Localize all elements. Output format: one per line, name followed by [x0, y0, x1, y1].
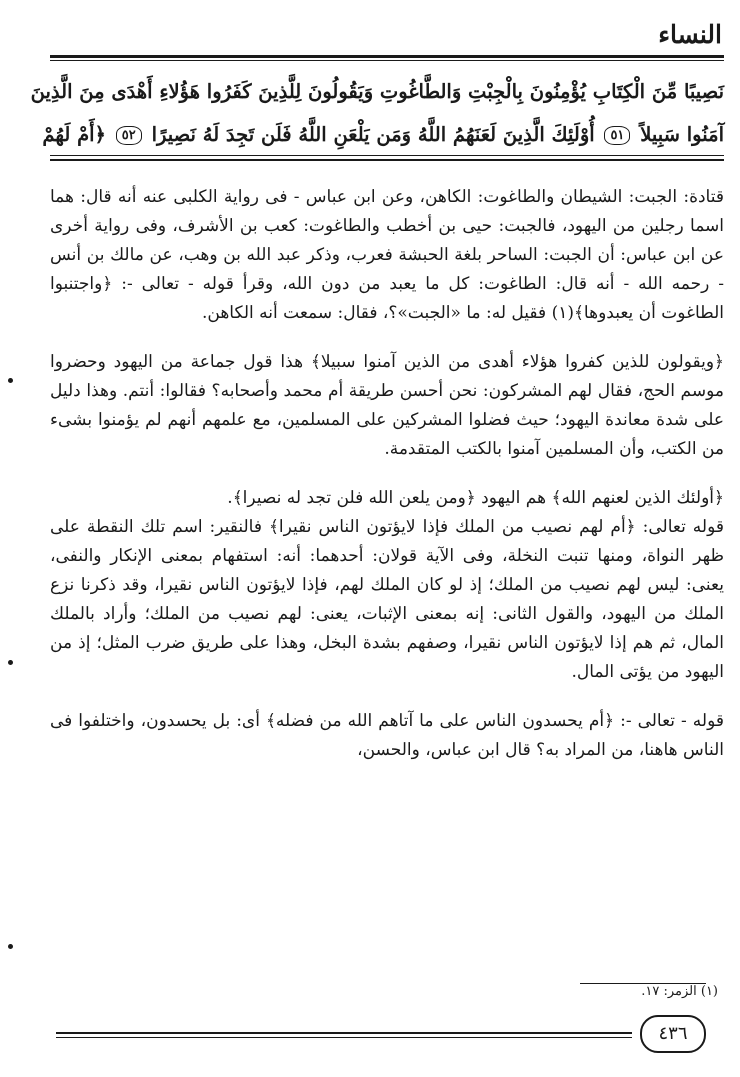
header-rule-thin	[50, 60, 724, 61]
paragraph-3: ﴿أولئك الذين لعنهم الله﴾ هم اليهود ﴿ومن يلعن الله فلن تجد له نصيرا﴾.	[227, 488, 724, 508]
margin-dot	[8, 378, 13, 383]
verse-line-2	[42, 113, 724, 156]
verse-rule-thick	[50, 159, 724, 161]
verse-line-1: نَصِيبًا مِّنَ الْكِتَابِ يُؤْمِنُونَ بِالْجِبْتِ وَالطَّاغُوتِ وَيَقُولُونَ لِلَّذِينَ كَفَرُوا هَؤُلاءِ أَهْدَى مِنَ الَّذِينَ	[30, 80, 724, 103]
commentary-body	[50, 183, 724, 785]
verse-line-2-part-a: آمَنُوا سَبِيلاً	[640, 123, 724, 146]
page-number: ٤٣٦	[640, 1015, 706, 1053]
footer-rule-thick	[56, 1032, 632, 1034]
ayah-number-51: ٥١	[604, 126, 630, 145]
paragraph-2: ﴿ويقولون للذين كفروا هؤلاء أهدى من الذين آمنوا سبيلا﴾ هذا قول جماعة من اليهود وحضروا موسم الحج، فقال لهم المشركون: نحن أحسن طريقة أم محمد وأصحابه؟ فقالوا: أنتم. وهذا دليل على شدة معاندة اليهود؛ حيث فضلوا المشركين على المسلمين، مع علمهم أنهم لم يؤمنوا بشىء من الكتب، وأن المسلمين آمنوا بالكتب المتقدمة.	[50, 352, 724, 459]
verse-rule-thin	[50, 155, 724, 156]
ayah-number-52: ٥٢	[116, 126, 142, 145]
surah-title: النساء	[658, 20, 722, 49]
paragraph-4: قوله تعالى: ﴿أم لهم نصيب من الملك فإذا لايؤتون الناس نقيرا﴾ فالنقير: اسم تلك النقطة على ظهر النواة، ومنها تنبت النخلة، وفى الآية قولان: أحدهما: أنه: استفهام بمعنى الإنكار والنفى، يعنى: ليس لهم نصيب من الملك؛ إذ لو كان الملك لهم، فإذا لايؤتون الناس نقيرا، وقد ذكرنا نزع الملك من اليهود، والقول الثانى: إنه بمعنى الإثبات، يعنى: لهم نصيب من الملك؛ وأراد بالملك المال، ثم هم إذا لايؤتون الناس نقيرا، وصفهم بشدة البخل، وهذا على طريق ضرب المثل؛ إذ من اليهود من يؤتى المال.	[50, 517, 724, 682]
paragraph-1: قتادة: الجبت: الشيطان والطاغوت: الكاهن، وعن ابن عباس - فى رواية الكلبى عنه أنه قال: هما اسما رجلين من اليهود، فالجبت: حيى بن أخطب والطاغوت: كعب بن الأشرف، وفى رواية أخرى عن ابن عباس: أن الجبت: الساحر بلغة الحبشة فعرب، وذكر عبد الله بن وهب، عن مالك بن أنس - رحمه الله - أنه قال: الطاغوت: كل ما يعبد من دون الله، وقرأ قوله - تعالى -: ﴿واجتنبوا الطاغوت أن يعبدوها﴾(١) فقيل له: ما «الجبت»؟، فقال: سمعت أنه الكاهن.	[50, 187, 724, 323]
footnote: (١) الزمر: ١٧.	[641, 984, 718, 999]
verse-line-2-part-b: أُوْلَئِكَ الَّذِينَ لَعَنَهُمُ اللَّهُ وَمَن يَلْعَنِ اللَّهُ فَلَن تَجِدَ لَهُ نَصِيرًا	[151, 123, 595, 146]
margin-dot	[8, 660, 13, 665]
footer-rule-thin	[56, 1037, 632, 1038]
header-rule-thick	[50, 55, 724, 58]
quran-verse-block	[30, 70, 724, 156]
margin-dot	[8, 944, 13, 949]
paragraph-5: قوله - تعالى -: ﴿أم يحسدون الناس على ما آتاهم الله من فضله﴾ أى: بل يحسدون، واختلفوا فى الناس هاهنا، من المراد به؟ قال ابن عباس، والحسن،	[50, 711, 724, 760]
verse-line-2-part-c: ﴿أَمْ لَهُمْ	[42, 123, 106, 146]
